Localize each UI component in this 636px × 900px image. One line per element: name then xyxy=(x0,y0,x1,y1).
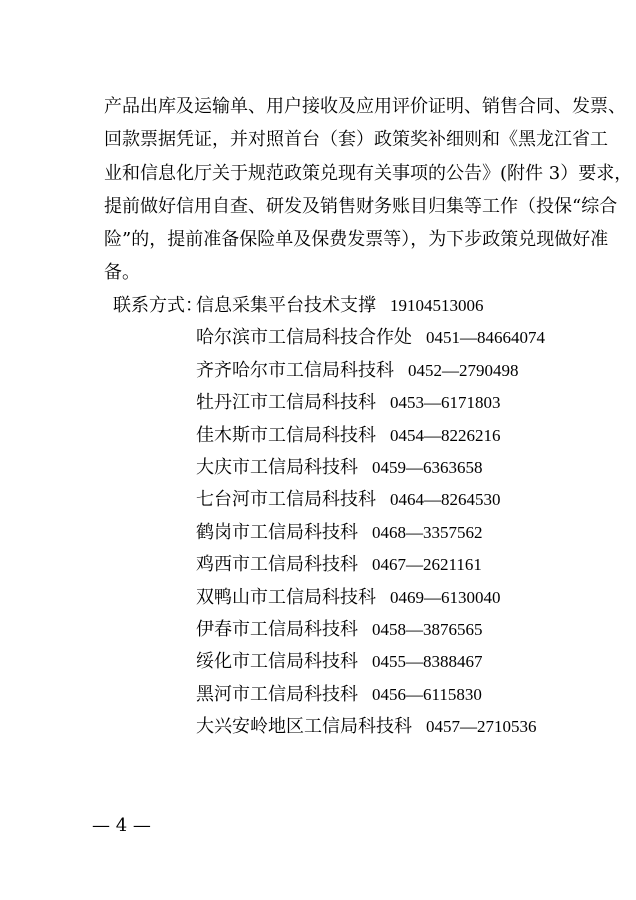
contact-org xyxy=(196,355,519,387)
contact-row xyxy=(113,420,553,452)
contact-row xyxy=(113,549,553,581)
contact-org xyxy=(196,711,537,743)
contact-org-name: 伊春市工信局科技科 xyxy=(196,618,358,640)
contact-row xyxy=(113,646,553,678)
contact-phone: 0454—8226216 xyxy=(390,425,501,445)
contact-phone: 0456—6115830 xyxy=(372,684,482,704)
contact-org xyxy=(196,452,483,484)
page-number: — 4 — xyxy=(92,815,151,836)
contact-org-name: 绥化市工信局科技科 xyxy=(196,651,358,673)
contact-row xyxy=(113,614,553,646)
contact-phone: 0455—8388467 xyxy=(372,652,483,672)
contact-phone: 0453—6171803 xyxy=(390,393,501,413)
contact-row xyxy=(113,387,553,419)
contact-phone: 0467—2621161 xyxy=(372,555,482,575)
contact-phone: 0458—3876565 xyxy=(372,619,483,639)
contact-row xyxy=(113,711,553,743)
contact-org xyxy=(196,484,501,516)
contact-org-name: 信息采集平台技术支撑 xyxy=(196,295,376,316)
paragraph-line: 业和信息化厅关于规范政策兑现有关事项的公告》(附件 3）要求， xyxy=(104,162,633,184)
contact-phone: 0459—6363658 xyxy=(372,457,483,477)
contact-row xyxy=(113,290,553,322)
contact-org xyxy=(196,290,484,322)
contact-label: 联系方式： xyxy=(113,295,203,316)
paragraph-line: 险”的，提前准备保险单及保费发票等），为下步政策兑现做好准 xyxy=(104,229,609,251)
contact-row xyxy=(113,355,553,387)
contact-row xyxy=(113,517,553,549)
contact-phone: 0468—3357562 xyxy=(372,522,483,542)
paragraph-line: 产品出库及运输单、用户接收及应用评价证明、销售合同、发票、 xyxy=(104,96,626,117)
contact-org xyxy=(196,517,483,549)
contact-org xyxy=(196,322,545,354)
contact-org xyxy=(196,420,501,452)
contact-org xyxy=(196,549,482,581)
contact-row xyxy=(113,484,553,516)
contact-phone: 0452—2790498 xyxy=(408,360,519,380)
contact-row xyxy=(113,679,553,711)
paragraph-line: 提前做好信用自查、研发及销售财务账目归集等工作（投保“综合 xyxy=(104,195,618,217)
contact-org xyxy=(196,679,482,711)
paragraph-line: 回款票据凭证，并对照首台（套）政策奖补细则和《黑龙江省工 xyxy=(104,129,608,151)
contact-org-name: 七台河市工信局科技科 xyxy=(196,489,376,511)
contact-org-name: 齐齐哈尔市工信局科技科 xyxy=(196,359,394,381)
contact-phone: 19104513006 xyxy=(390,296,484,315)
contact-org-name: 哈尔滨市工信局科技合作处 xyxy=(196,327,412,349)
contact-org-name: 大庆市工信局科技科 xyxy=(196,456,358,478)
contact-org xyxy=(196,582,501,614)
contact-row xyxy=(113,322,553,354)
contact-org-name: 鹤岗市工信局科技科 xyxy=(196,521,358,543)
contact-org xyxy=(196,646,483,678)
contact-org-name: 黑河市工信局科技科 xyxy=(196,683,358,705)
contact-org-name: 大兴安岭地区工信局科技科 xyxy=(196,716,412,738)
paragraph-line: 备。 xyxy=(104,262,140,284)
contact-phone: 0469—6130040 xyxy=(390,587,501,607)
contact-org-name: 鸡西市工信局科技科 xyxy=(196,554,358,576)
contact-row xyxy=(113,452,553,484)
contact-phone: 0451—84664074 xyxy=(426,328,545,348)
contact-org-name: 双鸭山市工信局科技科 xyxy=(196,586,376,608)
contact-org xyxy=(196,614,483,646)
body-paragraph xyxy=(104,90,633,290)
contact-phone: 0457—2710536 xyxy=(426,717,537,737)
contact-row xyxy=(113,582,553,614)
contact-org-name: 牡丹江市工信局科技科 xyxy=(196,392,376,414)
contact-org-name: 佳木斯市工信局科技科 xyxy=(196,424,376,446)
contact-list xyxy=(113,290,553,743)
contact-phone: 0464—8264530 xyxy=(390,490,501,510)
contact-org xyxy=(196,387,501,419)
